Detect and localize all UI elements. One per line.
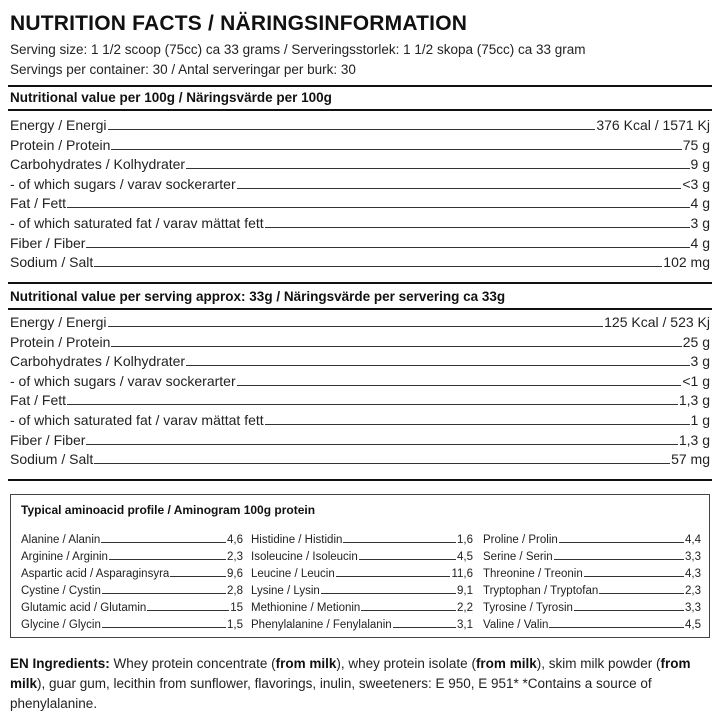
leader-line (101, 542, 226, 543)
nutrient-label: Energy / Energi (10, 117, 107, 133)
leader-line (336, 576, 451, 577)
amino-row (251, 563, 473, 580)
nutrient-row (10, 173, 710, 192)
nutrient-label: Protein / Protein (10, 136, 111, 153)
amino-label: Histidine / Histidin (251, 534, 343, 546)
allergen-highlight: from milk (475, 656, 537, 671)
ingredient-text: ), guar gum, lecithin from sunflower, flavorings, inulin, sweeteners: E 950, E 951* *Contains a source of phenylalanine. (10, 676, 652, 711)
amino-label: Glycine / Glycin (21, 619, 101, 631)
amino-value: 15 (230, 602, 243, 614)
amino-title: Typical aminoacid profile / Aminogram 100g protein (21, 503, 316, 517)
amino-label: Lysine / Lysin (251, 585, 320, 597)
amino-value: 4,5 (457, 551, 473, 563)
leader-line (343, 542, 456, 543)
nutrient-value: 1,3 g (678, 392, 710, 409)
leader-line (186, 168, 689, 169)
ingredient-text: ), skim milk powder ( (536, 656, 661, 671)
amino-column-2 (251, 529, 473, 631)
amino-label: Proline / Prolin (483, 534, 558, 546)
nutrient-label: Sodium / Salt (10, 254, 94, 271)
amino-value: 4,4 (685, 534, 701, 546)
servings-per-container: Servings per container: 30 / Antal serveringar per burk: 30 (10, 62, 356, 77)
amino-row (251, 546, 473, 563)
ingredients (10, 654, 710, 714)
nutrient-label: - of which sugars / varav sockerarter (10, 372, 236, 389)
nutrient-label: Fat / Fett (10, 195, 67, 212)
amino-label: Glutamic acid / Glutamin (21, 602, 147, 614)
amino-label: Arginine / Arginin (21, 551, 108, 563)
amino-row (483, 546, 701, 563)
nutrient-label: Protein / Protein (10, 333, 111, 350)
serving-size: Serving size: 1 1/2 scoop (75cc) ca 33 grams / Serveringsstorlek: 1 1/2 skopa (75cc) ca 33 gram (10, 42, 586, 57)
leader-line (102, 593, 226, 594)
nutrient-value: <1 g (682, 372, 710, 389)
nutrient-row (10, 251, 710, 270)
leader-line (574, 610, 684, 611)
nutrient-row (10, 389, 710, 408)
leader-line (67, 404, 678, 405)
amino-value: 9,6 (227, 568, 243, 580)
leader-line (186, 365, 689, 366)
amino-label: Tryptophan / Tryptofan (483, 585, 599, 597)
amino-row (483, 597, 701, 614)
leader-line (361, 610, 456, 611)
amino-label: Aspartic acid / Asparaginsyra (21, 568, 170, 580)
amino-value: 11,6 (451, 568, 473, 580)
nutrient-label: Carbohydrates / Kolhydrater (10, 156, 186, 173)
amino-value: 2,3 (685, 585, 701, 597)
leader-line (584, 576, 684, 577)
ingredient-text: ), whey protein isolate ( (336, 656, 476, 671)
amino-value: 3,3 (685, 602, 701, 614)
leader-line (67, 207, 690, 208)
amino-value: 3,1 (457, 619, 473, 631)
nutrient-row (10, 212, 710, 231)
nutrient-row (10, 134, 710, 153)
nutrient-label: - of which sugars / varav sockerarter (10, 175, 236, 192)
nutrient-value: 102 mg (663, 254, 710, 271)
nutrient-value: 57 mg (671, 451, 710, 468)
amino-row (251, 597, 473, 614)
amino-value: 4,3 (685, 568, 701, 580)
amino-value: 4,5 (685, 619, 701, 631)
nutrient-label: - of which saturated fat / varav mättat fett (10, 412, 264, 428)
leader-line (359, 559, 456, 560)
amino-row (21, 529, 243, 546)
leader-line (237, 385, 682, 386)
amino-row (21, 563, 243, 580)
nutrient-row (10, 370, 710, 389)
amino-acid-profile (10, 494, 710, 638)
divider (8, 479, 712, 481)
nutrient-row (10, 114, 710, 133)
nutrient-value: 3 g (690, 215, 710, 231)
amino-row (251, 614, 473, 631)
amino-value: 9,1 (457, 585, 473, 597)
spacer (8, 284, 712, 285)
amino-value: 4,6 (227, 534, 243, 546)
nutrient-value: 376 Kcal / 1571 Kj (596, 117, 710, 133)
nutrient-row (10, 311, 710, 330)
nutrient-value: 1,3 g (678, 431, 710, 448)
amino-label: Phenylalanine / Fenylalanin (251, 619, 392, 631)
nutrient-row (10, 448, 710, 467)
nutrient-value: 1 g (690, 412, 710, 428)
leader-line (237, 188, 682, 189)
leader-line (94, 266, 662, 267)
ingredients-text (10, 656, 690, 711)
amino-label: Valine / Valin (483, 619, 549, 631)
amino-row (21, 546, 243, 563)
amino-row (21, 614, 243, 631)
nutrient-value: 4 g (690, 195, 710, 212)
amino-label: Alanine / Alanin (21, 534, 101, 546)
nutrient-label: Carbohydrates / Kolhydrater (10, 353, 186, 370)
nutrient-label: Fat / Fett (10, 392, 67, 409)
leader-line (265, 227, 690, 228)
amino-row (483, 580, 701, 597)
amino-row (483, 563, 701, 580)
leader-line (86, 247, 689, 248)
nutrient-row (10, 331, 710, 350)
leader-line (170, 576, 226, 577)
nutrient-value: 125 Kcal / 523 Kj (604, 314, 710, 330)
amino-column-3 (483, 529, 701, 631)
leader-line (108, 326, 604, 327)
leader-line (554, 559, 684, 560)
ingredient-text: Whey protein concentrate ( (109, 656, 276, 671)
nutrient-value: 25 g (682, 333, 710, 350)
amino-row (251, 580, 473, 597)
amino-row (251, 529, 473, 546)
leader-line (393, 627, 456, 628)
leader-line (94, 463, 670, 464)
leader-line (109, 559, 226, 560)
nutrient-label: - of which saturated fat / varav mättat fett (10, 215, 264, 231)
leader-line (108, 129, 596, 130)
nutrient-label: Sodium / Salt (10, 451, 94, 468)
divider (8, 85, 712, 87)
amino-label: Tyrosine / Tyrosin (483, 602, 573, 614)
nutrient-value: <3 g (682, 175, 710, 192)
amino-row (483, 614, 701, 631)
amino-label: Cystine / Cystin (21, 585, 101, 597)
amino-value: 2,8 (227, 585, 243, 597)
amino-value: 1,6 (457, 534, 473, 546)
amino-row (21, 597, 243, 614)
amino-label: Methionine / Metionin (251, 602, 361, 614)
nutrient-row (10, 350, 710, 369)
nutrient-value: 4 g (690, 234, 710, 251)
page-title: NUTRITION FACTS / NÄRINGSINFORMATION (10, 12, 468, 35)
amino-value: 2,2 (457, 602, 473, 614)
leader-line (147, 610, 229, 611)
allergen-highlight: from milk (10, 656, 691, 691)
amino-value: 3,3 (685, 551, 701, 563)
allergen-highlight: from milk (275, 656, 337, 671)
nutrient-row (10, 409, 710, 428)
nutrient-value: 75 g (682, 136, 710, 153)
leader-line (102, 627, 226, 628)
nutrient-value: 9 g (690, 156, 710, 173)
amino-label: Serine / Serin (483, 551, 553, 563)
leader-line (265, 424, 690, 425)
nutrient-label: Fiber / Fiber (10, 431, 86, 448)
leader-line (321, 593, 456, 594)
nutrient-row (10, 429, 710, 448)
amino-value: 2,3 (227, 551, 243, 563)
leader-line (86, 444, 677, 445)
amino-value: 1,5 (227, 619, 243, 631)
leader-line (111, 346, 681, 347)
leader-line (111, 149, 681, 150)
leader-line (599, 593, 684, 594)
leader-line (549, 627, 684, 628)
nutrient-value: 3 g (690, 353, 710, 370)
amino-label: Isoleucine / Isoleucin (251, 551, 358, 563)
amino-row (483, 529, 701, 546)
nutrient-label: Energy / Energi (10, 314, 107, 330)
leader-line (559, 542, 684, 543)
nutrient-row (10, 192, 710, 211)
divider (8, 109, 712, 111)
amino-column-1 (21, 529, 243, 631)
amino-label: Threonine / Treonin (483, 568, 583, 580)
nutrient-label: Fiber / Fiber (10, 234, 86, 251)
divider (8, 308, 712, 310)
per-serving-heading: Nutritional value per serving approx: 33g / Näringsvärde per servering ca 33g (10, 289, 506, 304)
nutrient-row (10, 153, 710, 172)
amino-row (21, 580, 243, 597)
per-100g-heading: Nutritional value per 100g / Näringsvärde per 100g (10, 90, 332, 105)
amino-label: Leucine / Leucin (251, 568, 335, 580)
nutrient-row (10, 232, 710, 251)
ingredients-label: EN Ingredients: (10, 656, 110, 671)
